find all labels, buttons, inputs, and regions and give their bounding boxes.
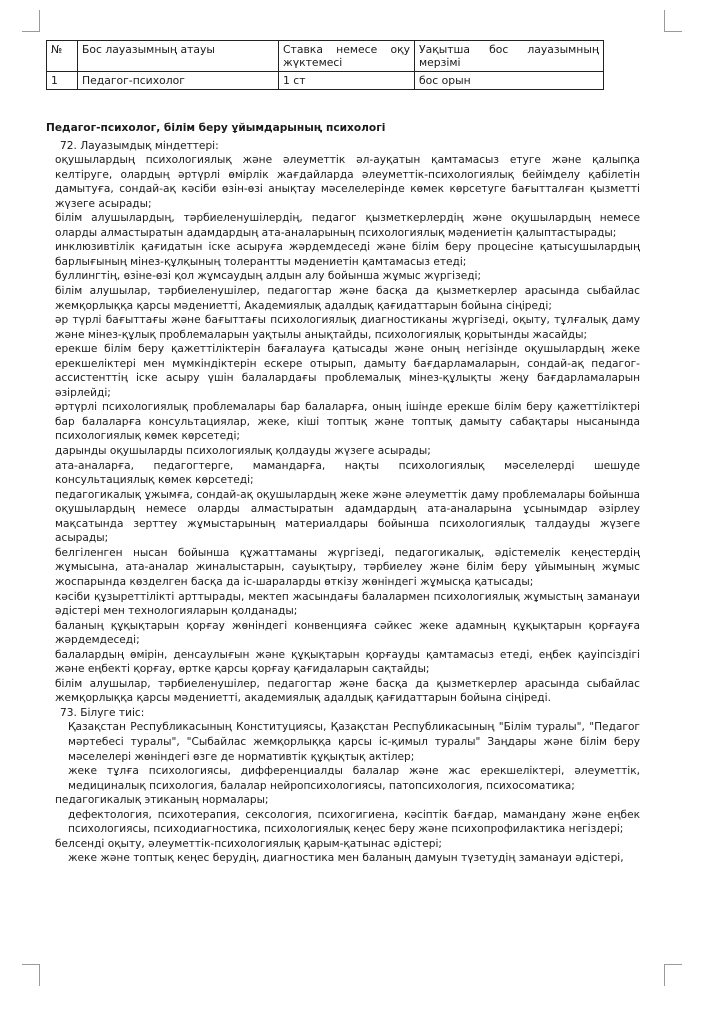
table-header-row xyxy=(47,41,604,72)
crop-mark-bottom-right-vertical xyxy=(664,964,665,986)
duty-item: балалардың өмірін, денсаулығын және құқықтарын қорғауды қамтамасыз етеді, еңбек қауіпсіздігі және еңбекті қорғау, өртке қарсы қорғау қағидаларын сақтайды; xyxy=(55,648,640,676)
duty-item: баланың құқықтарын қорғау жөніндегі конвенцияға сәйкес жеке адамның құқықтарын қорғауға жәрдемдеседі; xyxy=(55,619,640,647)
header-cell-term: Уақытша бос лауазымның мерзімі xyxy=(415,41,604,72)
duty-item: ата-аналарға, педагогтерге, мамандарға, нақты психологиялық мәселелерді шешуде консультациялық көмек көрсетеді; xyxy=(55,459,640,487)
crop-mark-top-left-vertical xyxy=(39,10,40,32)
cell-number: 1 xyxy=(47,72,78,90)
header-cell-number: № xyxy=(47,41,78,72)
crop-mark-top-right xyxy=(664,31,682,32)
cell-rate: 1 ст xyxy=(279,72,415,90)
knowledge-item: белсенді оқыту, әлеуметтік-психологиялық қарым-қатынас әдістері; xyxy=(55,837,442,850)
crop-mark-bottom-left xyxy=(22,964,40,965)
duty-item: оқушылардың психологиялық және әлеуметтік әл-ауқатын қамтамасыз етуге және қалыпқа келтіруге, олардың әртүрлі өмірлік жағдайларда әлеуметтік-психологиялық бейімделу қабілетін дамытуға, сондай-ақ кәсіби өзін-өзі анықтау мәселелерінде көмек көрсетуге бағытталған қызметті жүзеге асырады; xyxy=(55,154,640,210)
knowledge-item: жеке және топтық кеңес берудің, диагностика мен баланың дамуын түзетудің заманауи әдістері, xyxy=(68,852,624,865)
vacancy-table xyxy=(46,40,604,90)
duty-item: белгіленген нысан бойынша құжаттаманы жүргізеді, педагогикалық, әдістемелік кеңестердің жұмысына, ата-аналар жиналыстарын, сауықтыру, тәрбиелеу және білім беру ұйымының жұмыс жоспарында көзделген басқа да іс-шараларды өткізу жөніндегі жұмысқа қатысады; xyxy=(55,546,640,588)
duty-item: білім алушылардың, тәрбиеленушілердің, педагог қызметкерлердің және оқушылардың немесе оларды алмастыратын адамдардың ата-аналарының психологиялық мәдениетін қалыптастырады; xyxy=(55,212,640,239)
knowledge-item: жеке тұлға психологиясы, дифференциалды балалар және жас ерекшеліктері, әлеуметтік, медициналық психология, балалар нейропсихологиясы, патопсихология, психосоматика; xyxy=(68,765,640,792)
header-cell-rate: Ставка немесе оқу жүктемесі xyxy=(279,41,415,72)
duty-item: ерекше білім беру қажеттіліктерін бағалауға қатысады және оның негізінде оқушылардың жеке ерекшеліктері мен мүмкіндіктерін ескере отырып, дамыту бағдарламаларын, сондай-ақ педагог-ассистенттің іске асыру үшін балалардағы проблемалық мінез-құлықты жеңу бағдарламаларын әзірлейді; xyxy=(55,343,640,399)
cell-term: бос орын xyxy=(415,72,604,90)
document-body xyxy=(46,121,640,866)
crop-mark-bottom-right xyxy=(664,964,682,965)
duty-item: буллингтің, өзіне-өзі қол жұмсаудың алдын алу бойынша жұмыс жүргізеді; xyxy=(55,270,482,283)
crop-mark-top-left xyxy=(22,31,40,32)
duty-item: инклюзивтілік қағидатын іске асыруға жәрдемдеседі және білім беру процесіне қатысушылардың барлығының мінез-құлқының толерантты мәдениетін қамтамасыз етеді; xyxy=(55,241,640,268)
cell-position: Педагог-психолог xyxy=(78,72,279,90)
duty-item: кәсіби құзыреттілікті арттырады, мектеп жасындағы балалармен психологиялық жұмыстың заманауи әдістері мен технологияларын қолданады; xyxy=(55,590,640,618)
clause-73-title: 73. Білуге тиіс: xyxy=(60,706,145,719)
crop-mark-bottom-left-vertical xyxy=(39,964,40,986)
table-row xyxy=(47,72,604,90)
duty-item: білім алушылар, тәрбиеленушілер, педагогтар және басқа да қызметкерлер арасында сыбайлас жемқорлыққа қарсы мәдениетті, Академиялық адалдық қағидаттарын бойына сіңіреді; xyxy=(55,285,640,312)
duty-item: педагогикалық ұжымға, сондай-ақ оқушылардың жеке және әлеуметтік даму проблемалары бойынша оқушылардың немесе оларды алмастыратын адамдардың ата-аналарына ұсынымдар әзірлеу мақсатында зерттеу жұмыстарының материалдары бойынша психологиялық талдауды жүзеге асырады; xyxy=(55,488,640,545)
header-cell-position: Бос лауазымның атауы xyxy=(78,41,279,72)
section-heading: Педагог-психолог, білім беру ұйымдарының психологі xyxy=(46,122,386,134)
duty-item: дарынды оқушыларды психологиялық қолдауды жүзеге асырады; xyxy=(55,445,431,458)
crop-mark-top-right-vertical xyxy=(664,10,665,32)
knowledge-item: дефектология, психотерапия, сексология, психогигиена, кәсіптік бағдар, мамандану және еңбек психологиясы, психодиагностика, психологиялық кеңес беру және психопрофилактика негіздері; xyxy=(68,808,640,836)
clause-72-title: 72. Лауазымдық міндеттері: xyxy=(60,139,219,152)
knowledge-item: педагогикалық этиканың нормалары; xyxy=(55,794,269,807)
duty-item: әр түрлі бағыттағы және бағыттағы психологиялық диагностиканы жүргізеді, оқыту, тұлғалық даму және мінез-құлық проблемаларын уақтылы анықтайды, психологиялық қорытынды жасайды; xyxy=(55,314,640,341)
knowledge-item: Қазақстан Республикасының Конституциясы, Қазақстан Республикасының "Білім туралы", "Педагог мәртебесі туралы", "Сыбайлас жемқорлыққа қарсы іс-қимыл туралы" Заңдары және білім беру мәселелері жөніндегі өзге де нормативтік құқықтық актілер; xyxy=(68,721,640,763)
duty-item: білім алушылар, тәрбиеленушілер, педагогтар және басқа да қызметкерлер арасында сыбайлас жемқорлыққа қарсы мәдениетті, академиялық адалдық қағидаттарын бойына сіңіреді. xyxy=(55,677,640,705)
duty-item: әртүрлі психологиялық проблемалары бар балаларға, оның ішінде ерекше білім беру қажеттіліктері бар балаларға консультациялар, жеке, кіші топтық және топтық дамыту сабақтары нысанында психологиялық көмек көрсетеді; xyxy=(55,401,640,443)
